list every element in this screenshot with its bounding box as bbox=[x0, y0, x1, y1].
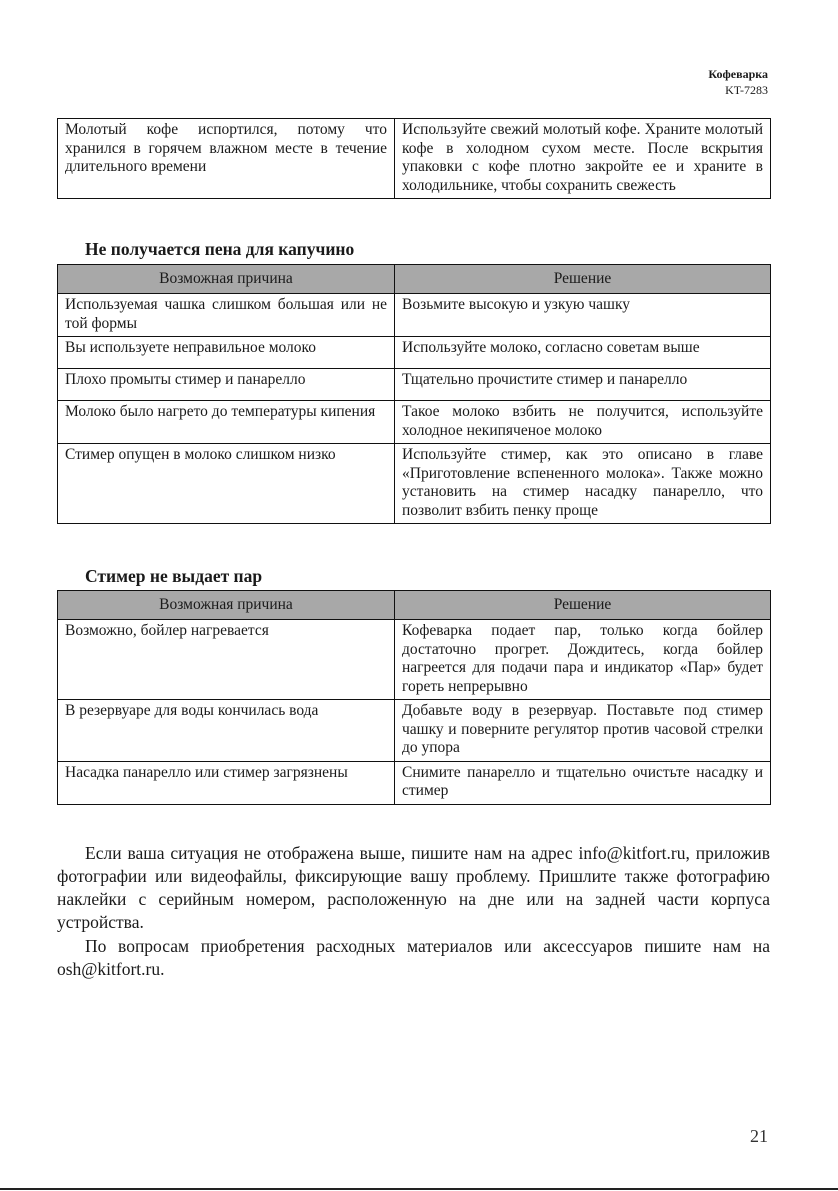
section-title-steam: Стимер не выдает пар bbox=[85, 566, 263, 586]
solution-cell: Используйте молоко, согласно советам выше bbox=[395, 337, 771, 369]
cause-cell: Стимер опущен в молоко слишком низко bbox=[58, 444, 395, 524]
product-name: Кофеварка bbox=[708, 67, 768, 81]
column-header-cause: Возможная причина bbox=[58, 265, 395, 294]
section-title-foam: Не получается пена для капучино bbox=[85, 239, 355, 259]
solution-cell: Используйте свежий молотый кофе. Храните молотый кофе в холодном сухом месте. После вскрытия упаковки с кофе плотно закройте ее и храните в холодильнике, чтобы сохранить свежесть bbox=[395, 119, 771, 199]
cause-cell: Вы используете неправильное молоко bbox=[58, 337, 395, 369]
column-header-cause: Возможная причина bbox=[58, 591, 395, 620]
table-row bbox=[58, 337, 771, 369]
solution-cell: Такое молоко взбить не получится, используйте холодное некипяченое молоко bbox=[395, 401, 771, 444]
model-number: KT-7283 bbox=[725, 83, 768, 97]
accessories-paragraph: По вопросам приобретения расходных материалов или аксессуаров пишите нам на osh@kitfort.ru. bbox=[57, 936, 770, 979]
table-row bbox=[58, 294, 771, 337]
cause-cell: В резервуаре для воды кончилась вода bbox=[58, 700, 395, 762]
cause-cell: Возможно, бойлер нагревается bbox=[58, 620, 395, 700]
table-row bbox=[58, 700, 771, 762]
cause-cell: Молотый кофе испортился, потому что хранился в горячем влажном месте в течение длительного времени bbox=[58, 119, 395, 199]
foam-troubleshooting-table bbox=[57, 264, 771, 524]
table-row bbox=[58, 119, 771, 199]
table-row bbox=[58, 620, 771, 700]
cause-cell: Плохо промыты стимер и панарелло bbox=[58, 369, 395, 401]
solution-cell: Возьмите высокую и узкую чашку bbox=[395, 294, 771, 337]
solution-cell: Кофеварка подает пар, только когда бойлер достаточно прогрет. Дождитесь, когда бойлер нагреется для подачи пара и индикатор «Пар» будет гореть непрерывно bbox=[395, 620, 771, 700]
solution-cell: Используйте стимер, как это описано в главе «Приготовление вспененного молока». Также можно установить на стимер насадку панарелло, что позволит взбить пенку проще bbox=[395, 444, 771, 524]
steam-troubleshooting-table bbox=[57, 590, 771, 805]
cause-cell: Используемая чашка слишком большая или не той формы bbox=[58, 294, 395, 337]
cause-cell: Насадка панарелло или стимер загрязнены bbox=[58, 761, 395, 804]
table-header-row bbox=[58, 265, 771, 294]
table-row bbox=[58, 401, 771, 444]
contact-paragraph: Если ваша ситуация не отображена выше, пишите нам на адрес info@kitfort.ru, приложив фотографии или видеофайлы, фиксирующие вашу проблему. Пришлите также фотографию наклейки с серийным номером, расположенную на дне или на задней части корпуса устройства. bbox=[57, 843, 770, 932]
column-header-solution: Решение bbox=[395, 265, 771, 294]
bottom-divider bbox=[0, 1188, 838, 1190]
page-header bbox=[708, 66, 768, 98]
table-header-row bbox=[58, 591, 771, 620]
solution-cell: Добавьте воду в резервуар. Поставьте под стимер чашку и поверните регулятор против часовой стрелки до упора bbox=[395, 700, 771, 762]
column-header-solution: Решение bbox=[395, 591, 771, 620]
page-number: 21 bbox=[750, 1126, 768, 1146]
table-row bbox=[58, 369, 771, 401]
top-troubleshooting-table bbox=[57, 118, 771, 199]
table-row bbox=[58, 444, 771, 524]
solution-cell: Тщательно прочистите стимер и панарелло bbox=[395, 369, 771, 401]
cause-cell: Молоко было нагрето до температуры кипения bbox=[58, 401, 395, 444]
table-row bbox=[58, 761, 771, 804]
solution-cell: Снимите панарелло и тщательно очистьте насадку и стимер bbox=[395, 761, 771, 804]
